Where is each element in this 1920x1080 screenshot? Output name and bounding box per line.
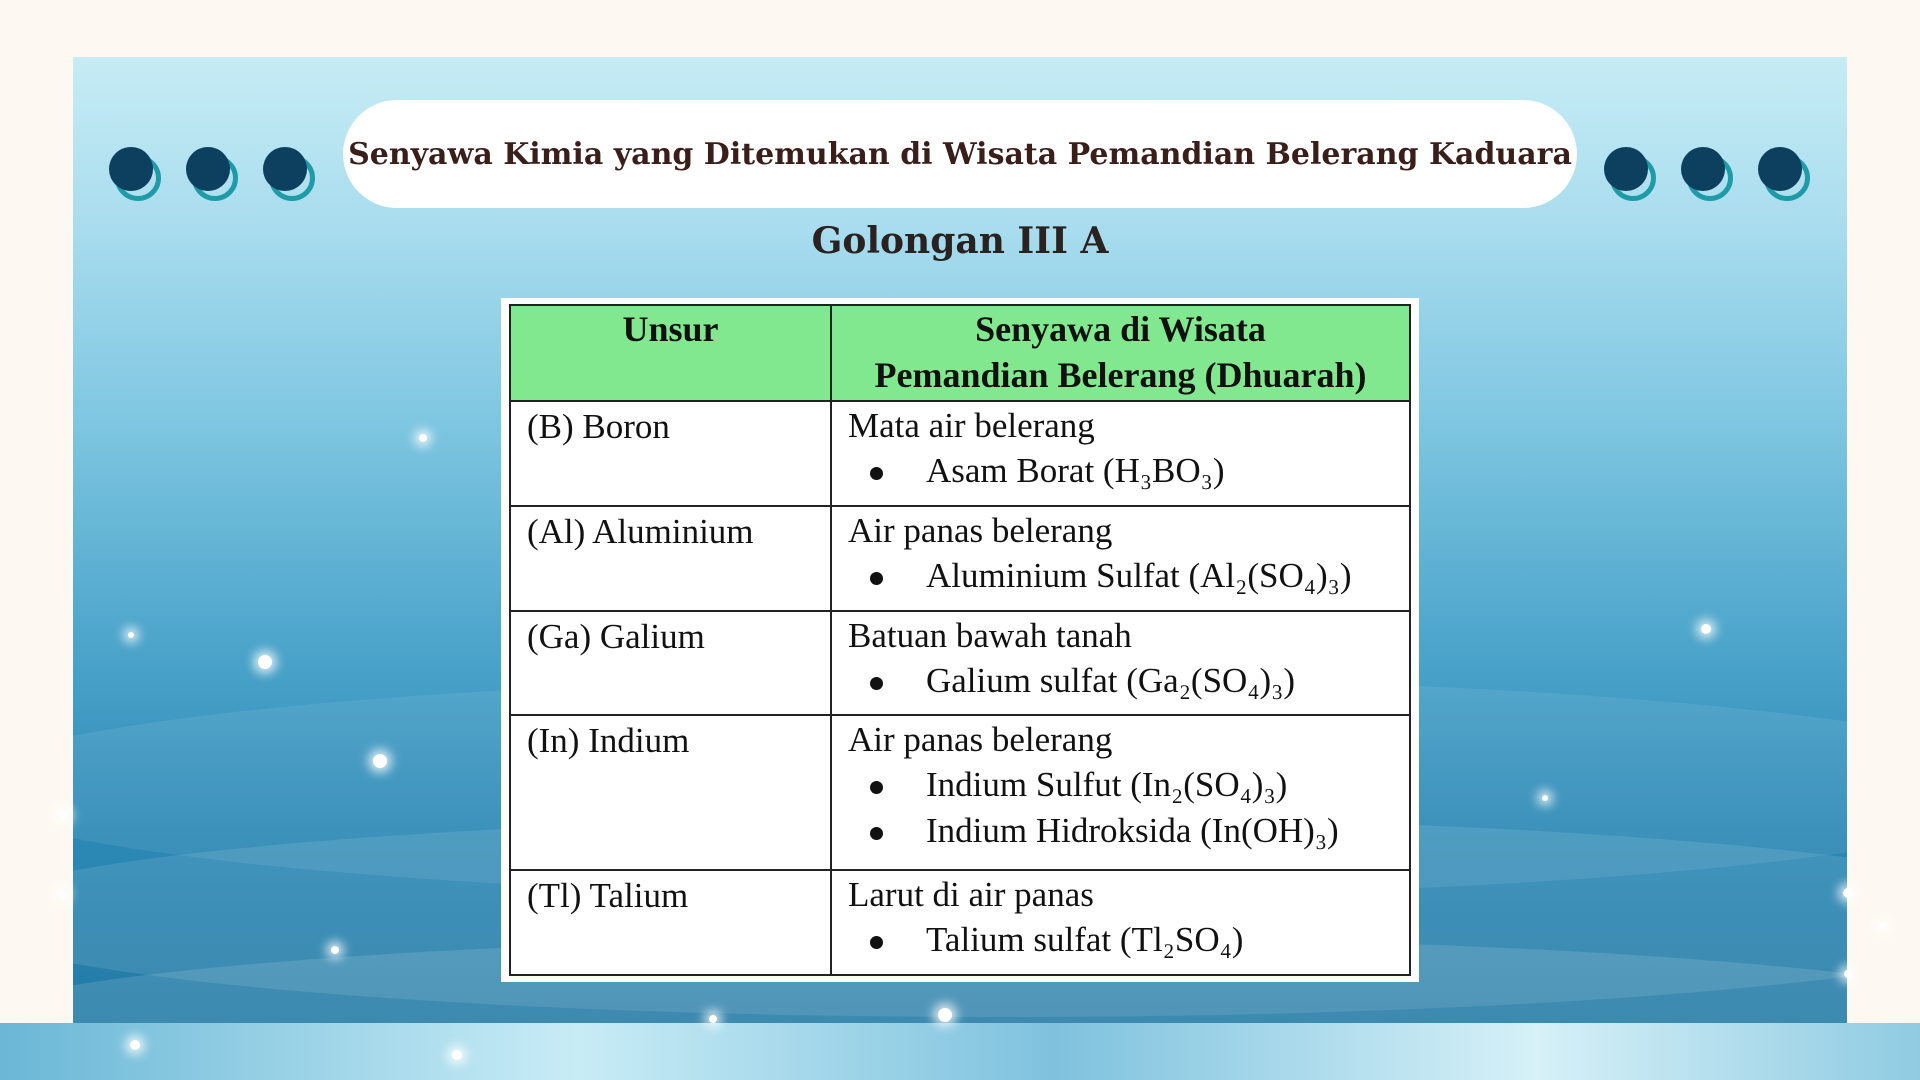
circle-icon (1754, 143, 1824, 213)
element-cell: (In) Indium (510, 715, 831, 870)
location-text: Air panas belerang (848, 510, 1113, 550)
header-senyawa (831, 305, 1410, 401)
compound-list (848, 762, 1401, 854)
table-frame (501, 298, 1419, 982)
sparkle (1542, 795, 1548, 801)
table-body (510, 401, 1410, 975)
sparkle (1880, 923, 1886, 929)
location-text: Larut di air panas (848, 875, 1094, 915)
table-row (510, 401, 1410, 506)
list-item (848, 448, 1401, 494)
table-header-row (510, 305, 1410, 401)
table-row (510, 506, 1410, 611)
sparkle (331, 946, 339, 954)
decorative-circles-left (105, 143, 325, 213)
compound-list (848, 553, 1401, 599)
page-title: Senyawa Kimia yang Ditemukan di Wisata Pemandian Belerang Kaduara (348, 136, 1572, 172)
compound-formula: (Ga₂(SO₄)₃) (1126, 660, 1296, 700)
header-senyawa-line2: Pemandian Belerang (Dhuarah) (874, 355, 1367, 395)
compound-name: Talium sulfat (926, 920, 1112, 960)
compound-name: Indium Hidroksida (926, 811, 1192, 851)
compound-formula: (In₂(SO₄)₃) (1130, 765, 1288, 805)
compound-name: Asam Borat (926, 451, 1095, 490)
circle-icon (182, 143, 252, 213)
compound-cell (831, 506, 1410, 611)
compound-formula: (In(OH)₃) (1200, 811, 1339, 851)
sparkle (58, 890, 66, 898)
element-compound-table (509, 304, 1411, 976)
sparkle (1701, 624, 1711, 634)
table-row (510, 715, 1410, 870)
decorative-circles-right (1600, 143, 1820, 213)
sparkle (128, 632, 134, 638)
sparkle (1843, 888, 1853, 898)
element-cell: (B) Boron (510, 401, 831, 506)
sparkle (419, 434, 427, 442)
list-item (848, 658, 1401, 704)
compound-formula: (Tl₂SO₄) (1119, 920, 1244, 960)
compound-cell (831, 715, 1410, 870)
element-cell: (Tl) Talium (510, 870, 831, 975)
sparkle (130, 1040, 140, 1050)
sparkle (452, 1050, 462, 1060)
list-item (848, 808, 1401, 854)
compound-formula: (H₃BO₃) (1102, 451, 1225, 490)
location-text: Batuan bawah tanah (848, 615, 1132, 655)
list-item (848, 553, 1401, 599)
group-subtitle: Golongan III A (811, 220, 1109, 262)
compound-list (848, 658, 1401, 704)
sparkle (938, 1008, 952, 1022)
header-senyawa-line1: Senyawa di Wisata (975, 309, 1266, 349)
location-text: Mata air belerang (848, 406, 1095, 445)
bottom-water-strip (0, 1023, 1920, 1080)
compound-name: Indium Sulfut (926, 765, 1122, 805)
table-row (510, 611, 1410, 716)
element-cell: (Al) Aluminium (510, 506, 831, 611)
circle-icon (1677, 143, 1747, 213)
element-cell: (Ga) Galium (510, 611, 831, 716)
compound-cell (831, 870, 1410, 975)
sparkle (58, 810, 68, 820)
compound-formula: (Al₂(SO₄)₃) (1188, 555, 1352, 595)
header-unsur: Unsur (510, 305, 831, 401)
circle-icon (105, 143, 175, 213)
circle-icon (259, 143, 329, 213)
compound-name: Galium sulfat (926, 660, 1118, 700)
title-banner (343, 100, 1577, 208)
sparkle (709, 1015, 717, 1023)
sparkle (1844, 970, 1852, 978)
compound-list (848, 448, 1401, 494)
sparkle (258, 655, 272, 669)
location-text: Air panas belerang (848, 720, 1113, 760)
compound-cell (831, 401, 1410, 506)
circle-icon (1600, 143, 1670, 213)
compound-list (848, 917, 1401, 963)
sparkle (373, 754, 387, 768)
table-row (510, 870, 1410, 975)
compound-cell (831, 611, 1410, 716)
compound-name: Aluminium Sulfat (926, 555, 1180, 595)
list-item (848, 762, 1401, 808)
list-item (848, 917, 1401, 963)
